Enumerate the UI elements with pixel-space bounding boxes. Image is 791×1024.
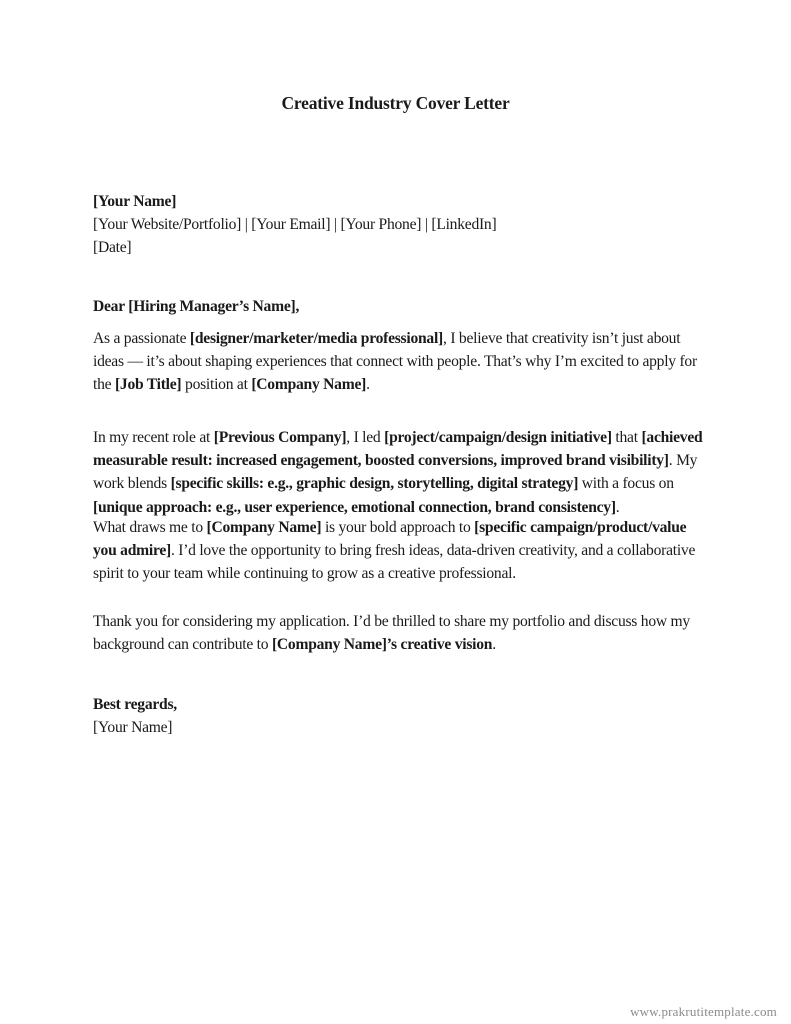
letter-date: [Date]: [93, 239, 132, 257]
sender-block: [93, 190, 703, 260]
text: .: [492, 636, 496, 654]
text: is your bold approach to: [321, 519, 475, 536]
footer-watermark: www.prakrutitemplate.com: [630, 1004, 777, 1019]
placeholder-admired-item: [specific campaign/product/value you admire]: [93, 519, 687, 560]
text: Thank you for considering my application. I’d be thrilled to share my portfolio and discuss how my background can contribute to: [93, 613, 690, 654]
paragraph-motivation: [93, 516, 703, 586]
paragraph-thanks: [93, 610, 703, 656]
placeholder-initiative: [project/campaign/design initiative]: [384, 429, 612, 446]
document-title: Creative Industry Cover Letter: [281, 93, 510, 113]
text: that: [611, 429, 642, 446]
text: . My work blends: [93, 452, 698, 493]
placeholder-role: [designer/marketer/media professional]: [189, 330, 444, 347]
placeholder-company-vision: [Company Name]’s creative vision: [271, 636, 493, 654]
text: .: [615, 498, 620, 516]
salutation: Dear [Hiring Manager’s Name],: [93, 298, 300, 315]
signature-name: [Your Name]: [93, 719, 173, 737]
sender-contact-line: [Your Website/Portfolio] | [Your Email] | [Your Phone] | [LinkedIn]: [93, 216, 497, 234]
text: , I led: [346, 429, 385, 446]
placeholder-skills: [specific skills: e.g., graphic design, storytelling, digital strategy]: [170, 475, 579, 493]
text: As a passionate: [93, 330, 190, 347]
paragraph-intro: [93, 327, 703, 397]
sender-name: [Your Name]: [93, 193, 177, 210]
paragraph-experience: [93, 426, 703, 519]
text: , I believe that creativity isn’t just about ideas — it’s about shaping experiences that connect with people. That’s why I’m excited to apply for the: [93, 330, 697, 394]
text: position at: [181, 376, 252, 394]
sign-off: Best regards,: [93, 696, 177, 713]
text: In my recent role at: [93, 429, 214, 446]
text: .: [366, 376, 370, 394]
closing-block: [93, 693, 703, 739]
placeholder-job-title: [Job Title]: [114, 376, 182, 394]
text: . I’d love the opportunity to bring fresh ideas, data-driven creativity, and a collaborative spirit to your team while continuing to grow as a creative professional.: [93, 542, 696, 583]
placeholder-approach: [unique approach: e.g., user experience, emotional connection, brand consistency]: [93, 498, 616, 516]
placeholder-company-name: [Company Name]: [251, 376, 367, 394]
placeholder-previous-company: [Previous Company]: [213, 429, 347, 446]
text: What draws me to: [93, 519, 207, 536]
placeholder-result: [achieved measurable result: increased engagement, boosted conversions, improved brand visibility]: [93, 429, 703, 470]
placeholder-company-name: [Company Name]: [206, 519, 322, 536]
text: with a focus on: [578, 475, 674, 493]
